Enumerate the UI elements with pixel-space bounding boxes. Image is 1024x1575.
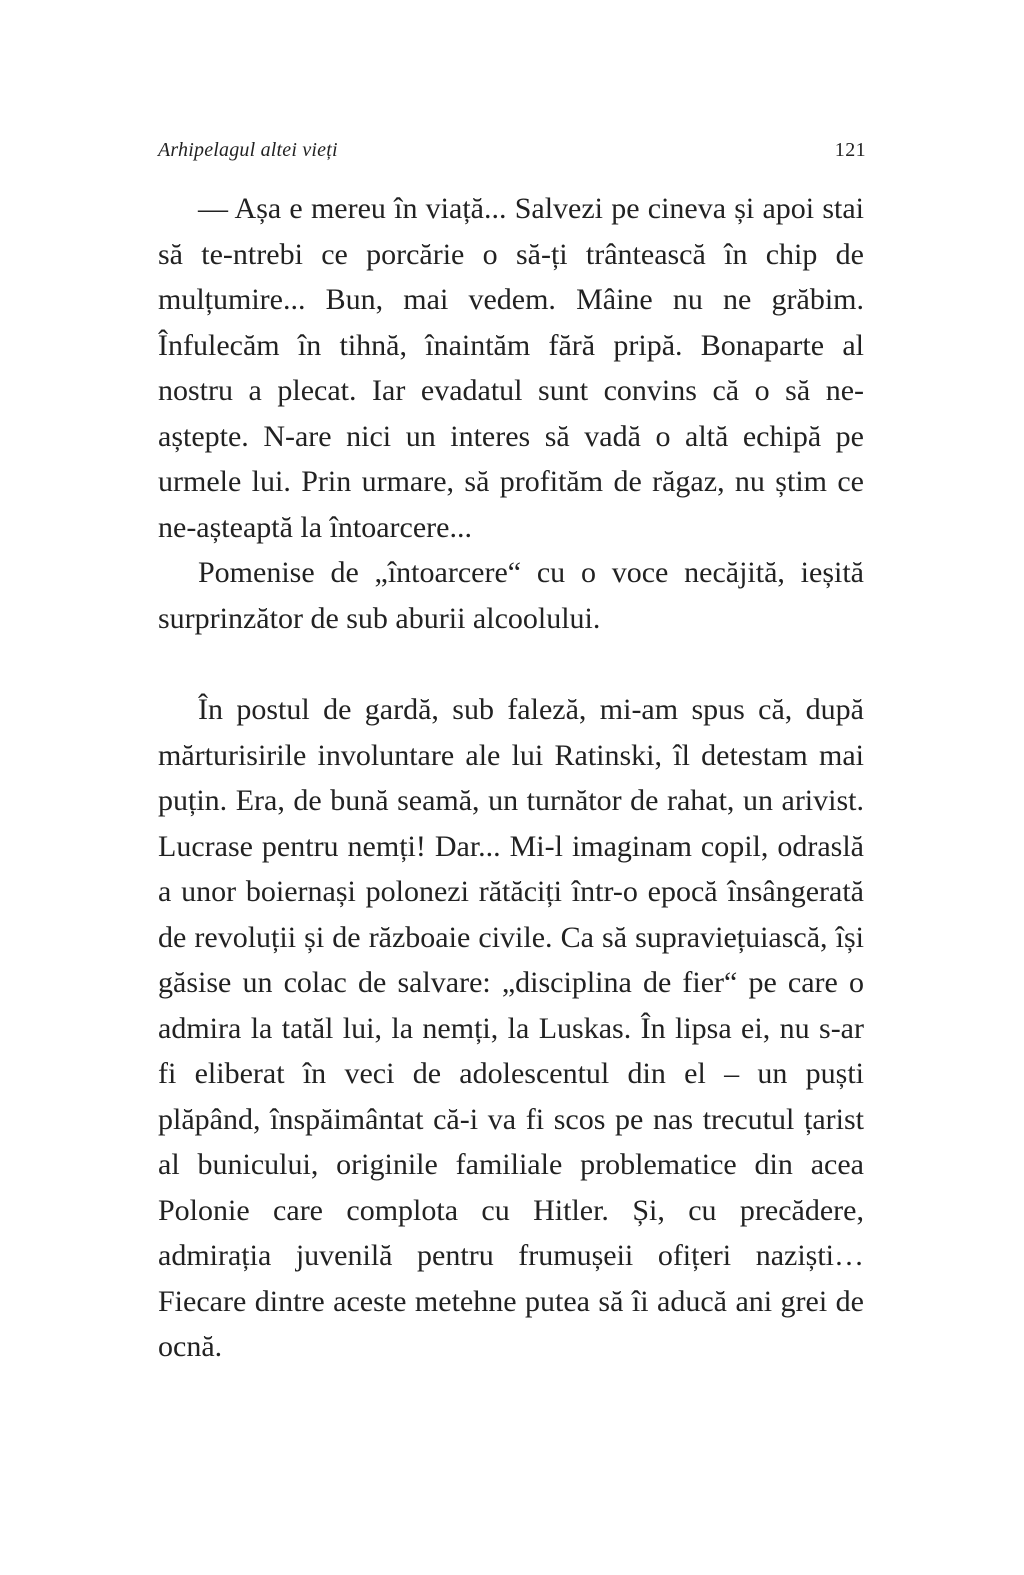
running-header <box>158 133 866 167</box>
page-number: 121 <box>834 139 866 161</box>
paragraph-dialogue: — Așa e mereu în viață... Salvezi pe cineva și apoi stai să te-ntrebi ce porcărie o să-ți trântească în chip de mulțumire... Bun, mai vedem. Mâine nu ne grăbim. Înfulecăm în tihnă, înaintăm fără pripă. Bonaparte al nostru a plecat. Iar evadatul sunt convins că o să ne-aștepte. N-are nici un interes să vadă o altă echipă pe urmele lui. Prin urmare, să profităm de răgaz, nu știm ce ne-așteaptă la întoarcere... <box>158 192 864 544</box>
running-title: Arhipelagul altei vieți <box>158 139 338 161</box>
body-text <box>158 186 864 1370</box>
paragraph-reflection: În postul de gardă, sub faleză, mi-am spus că, după mărturisirile involuntare ale lui Ratinski, îl detestam mai puțin. Era, de bună seamă, un turnător de rahat, un arivist. Lucrase pentru nemți! Dar... Mi-l imaginam copil, odraslă a unor boiernași polonezi rătăciți într-o epocă însângerată de revoluții și de războaie civile. Ca să supraviețuiască, își găsise un colac de salvare: „disciplina de fier“ pe care o admira la tatăl lui, la nemți, la Luskas. În lipsa ei, nu s-ar fi eliberat în veci de adolescentul din el – un puști plăpând, înspăimântat că-i va fi scos pe nas trecutul țarist al bunicului, originile familiale problematice din acea Polonie care complota cu Hitler. Și, cu precădere, admirația juvenilă pentru frumușeii ofițeri naziști… Fiecare dintre aceste metehne putea să îi aducă ani grei de ocnă. <box>158 693 864 1363</box>
section-break <box>158 641 864 687</box>
paragraph-narration: Pomenise de „întoarcere“ cu o voce necăjită, ieșită surprinzător de sub aburii alcoolului. <box>158 556 864 635</box>
